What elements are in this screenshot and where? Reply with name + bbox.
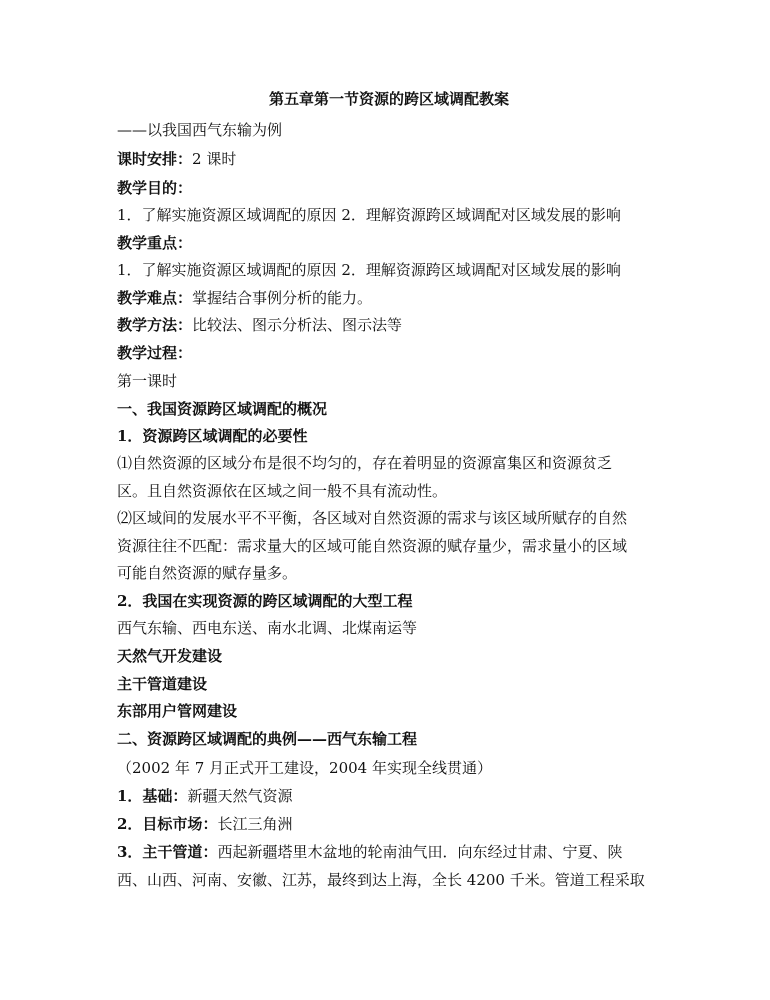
paragraph-1-line-1: ⑴自然资源的区域分布是很不均匀的，存在着明显的资源富集区和资源贫乏: [117, 454, 613, 472]
paragraph-2-line-1: ⑵区域间的发展水平不平衡，各区域对自然资源的需求与该区域所赋存的自然: [117, 509, 628, 527]
difficulty-value: 掌握结合事例分析的能力。: [192, 289, 373, 307]
schedule-line: [117, 148, 660, 170]
objectives-heading: 教学目的：: [117, 179, 193, 197]
paragraph-1-line-2: 区。且自然资源依在区域之间一般不具有流动性。: [117, 482, 448, 500]
basis-line: [117, 785, 660, 807]
pipeline-text-1: 西起新疆塔里木盆地的轮南油气田．向东经过甘肃、宁夏、陕: [217, 843, 623, 861]
schedule-label: 课时安排：: [117, 150, 193, 168]
methods-label: 教学方法：: [117, 316, 193, 334]
methods-line: [117, 314, 660, 336]
process-heading: 教学过程：: [117, 344, 193, 362]
section-one-heading: 一、我国资源跨区域调配的概况: [117, 400, 328, 418]
document-subtitle: ——以我国西气东输为例: [117, 121, 283, 139]
pipeline-line-1: [117, 841, 660, 863]
trunk-pipeline-label: 主干管道建设: [117, 675, 208, 693]
document-title: 第五章第一节资源的跨区域调配教案: [268, 90, 509, 108]
pipeline-label: 3．主干管道：: [117, 843, 218, 861]
project-dates: （2002 年 7 月正式开工建设，2004 年实现全线贯通）: [117, 759, 492, 777]
paragraph-2-line-2: 资源往往不匹配：需求量大的区域可能自然资源的赋存量少，需求量小的区域: [117, 537, 628, 555]
market-label: 2．目标市场：: [117, 815, 218, 833]
basis-value: 新疆天然气资源: [187, 787, 293, 805]
market-value: 长江三角洲: [217, 815, 293, 833]
key-points-heading: 教学重点：: [117, 234, 193, 252]
projects-list: 西气东输、西电东送、南水北调、北煤南运等: [117, 619, 418, 637]
objectives-text: 1．了解实施资源区域调配的原因 2．理解资源跨区域调配对区域发展的影响: [117, 206, 621, 224]
methods-value: 比较法、图示分析法、图示法等: [192, 316, 403, 334]
section-one-sub2: 2．我国在实现资源的跨区域调配的大型工程: [117, 592, 413, 610]
gas-development-label: 天然气开发建设: [117, 647, 223, 665]
difficulty-label: 教学难点：: [117, 289, 193, 307]
difficulty-line: [117, 287, 660, 309]
section-one-sub1: 1．资源跨区域调配的必要性: [117, 427, 308, 445]
paragraph-2-line-3: 可能自然资源的赋存量多。: [117, 564, 298, 582]
market-line: [117, 813, 660, 835]
schedule-value: 2 课时: [192, 150, 237, 168]
section-two-heading: 二、资源跨区域调配的典例——西气东输工程: [117, 730, 418, 748]
pipeline-line-2: 西、山西、河南、安徽、江苏，最终到达上海，全长 4200 千米。管道工程采取: [117, 871, 645, 889]
basis-label: 1．基础：: [117, 787, 188, 805]
east-network-label: 东部用户管网建设: [117, 702, 238, 720]
key-points-text: 1．了解实施资源区域调配的原因 2．理解资源跨区域调配对区域发展的影响: [117, 261, 621, 279]
lesson-one-label: 第一课时: [117, 372, 178, 390]
